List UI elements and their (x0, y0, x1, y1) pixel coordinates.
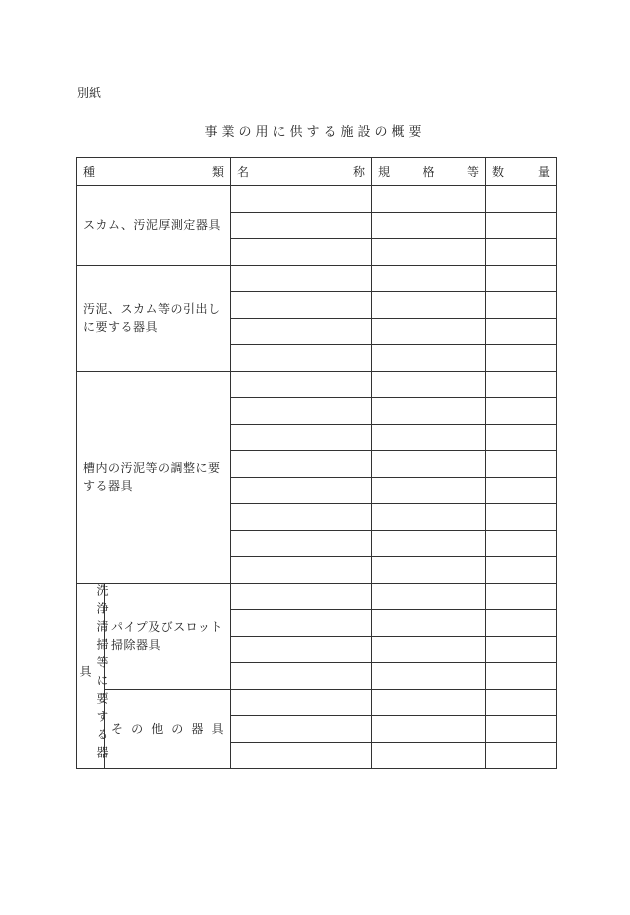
name-cell[interactable] (231, 583, 372, 610)
quantity-cell[interactable] (486, 212, 557, 239)
quantity-cell[interactable] (486, 239, 557, 266)
header-row (77, 158, 557, 186)
name-cell[interactable] (231, 398, 372, 425)
header-spec: 規 格 等 (372, 158, 486, 186)
category-cleaning-group: 洗浄清掃等に要する器具 (77, 583, 105, 769)
header-quantity: 数 量 (486, 158, 557, 186)
table-row (77, 186, 557, 213)
category-scum-meter: スカム、汚泥厚測定器具 (77, 186, 231, 266)
name-cell[interactable] (231, 239, 372, 266)
name-cell[interactable] (231, 636, 372, 663)
quantity-cell[interactable] (486, 636, 557, 663)
spec-cell[interactable] (372, 318, 486, 345)
name-cell[interactable] (231, 371, 372, 398)
spec-cell[interactable] (372, 345, 486, 372)
quantity-cell[interactable] (486, 742, 557, 769)
quantity-cell[interactable] (486, 292, 557, 319)
quantity-cell[interactable] (486, 265, 557, 292)
quantity-cell[interactable] (486, 398, 557, 425)
spec-cell[interactable] (372, 636, 486, 663)
category-sludge-draw: 汚泥、スカム等の引出しに要する器具 (77, 265, 231, 371)
spec-cell[interactable] (372, 398, 486, 425)
quantity-cell[interactable] (486, 345, 557, 372)
spec-cell[interactable] (372, 610, 486, 637)
table-row (77, 689, 557, 716)
spec-cell[interactable] (372, 424, 486, 451)
name-cell[interactable] (231, 186, 372, 213)
name-cell[interactable] (231, 451, 372, 478)
quantity-cell[interactable] (486, 504, 557, 531)
name-cell[interactable] (231, 292, 372, 319)
spec-cell[interactable] (372, 742, 486, 769)
name-cell[interactable] (231, 530, 372, 557)
spec-cell[interactable] (372, 716, 486, 743)
quantity-cell[interactable] (486, 186, 557, 213)
category-other: そ の 他 の 器 具 (105, 689, 231, 769)
name-cell[interactable] (231, 477, 372, 504)
name-cell[interactable] (231, 689, 372, 716)
spec-cell[interactable] (372, 504, 486, 531)
document-title: 事業の用に供する施設の概要 (204, 125, 426, 140)
name-cell[interactable] (231, 318, 372, 345)
spec-cell[interactable] (372, 212, 486, 239)
quantity-cell[interactable] (486, 424, 557, 451)
quantity-cell[interactable] (486, 716, 557, 743)
spec-cell[interactable] (372, 477, 486, 504)
spec-cell[interactable] (372, 451, 486, 478)
quantity-cell[interactable] (486, 583, 557, 610)
attachment-label: 別紙 (77, 86, 102, 100)
spec-cell[interactable] (372, 265, 486, 292)
quantity-cell[interactable] (486, 530, 557, 557)
name-cell[interactable] (231, 345, 372, 372)
name-cell[interactable] (231, 424, 372, 451)
name-cell[interactable] (231, 716, 372, 743)
table-row (77, 371, 557, 398)
quantity-cell[interactable] (486, 610, 557, 637)
facility-table (76, 157, 557, 769)
name-cell[interactable] (231, 610, 372, 637)
header-type: 種 類 (77, 158, 231, 186)
spec-cell[interactable] (372, 530, 486, 557)
category-tank-adjust: 槽内の汚泥等の調整に要する器具 (77, 371, 231, 583)
name-cell[interactable] (231, 265, 372, 292)
name-cell[interactable] (231, 663, 372, 690)
table-row (77, 583, 557, 610)
category-pipe-slot: パイプ及びスロット掃除器具 (105, 583, 231, 689)
quantity-cell[interactable] (486, 451, 557, 478)
spec-cell[interactable] (372, 292, 486, 319)
name-cell[interactable] (231, 557, 372, 584)
spec-cell[interactable] (372, 689, 486, 716)
header-name: 名 称 (231, 158, 372, 186)
name-cell[interactable] (231, 504, 372, 531)
spec-cell[interactable] (372, 239, 486, 266)
table-row (77, 265, 557, 292)
quantity-cell[interactable] (486, 557, 557, 584)
spec-cell[interactable] (372, 663, 486, 690)
quantity-cell[interactable] (486, 689, 557, 716)
name-cell[interactable] (231, 742, 372, 769)
spec-cell[interactable] (372, 583, 486, 610)
quantity-cell[interactable] (486, 477, 557, 504)
quantity-cell[interactable] (486, 318, 557, 345)
name-cell[interactable] (231, 212, 372, 239)
quantity-cell[interactable] (486, 663, 557, 690)
spec-cell[interactable] (372, 371, 486, 398)
spec-cell[interactable] (372, 557, 486, 584)
spec-cell[interactable] (372, 186, 486, 213)
quantity-cell[interactable] (486, 371, 557, 398)
